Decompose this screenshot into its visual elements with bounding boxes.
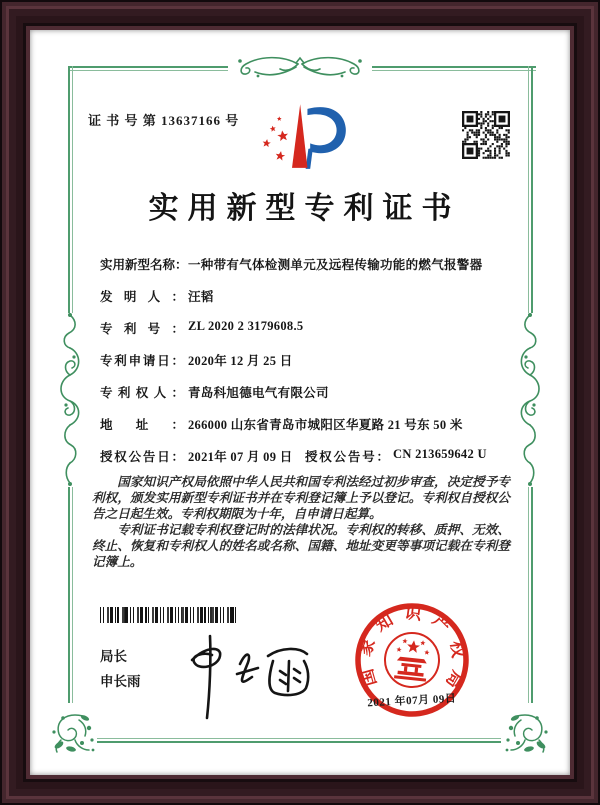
- field-label: 专利权人：: [100, 386, 184, 400]
- field-row-grant: [100, 447, 540, 467]
- certificate-paper: [30, 30, 570, 775]
- border-top-right-segment: [372, 66, 536, 71]
- border-right-lower-segment: [528, 487, 533, 703]
- seal-date: 2021 年07月 09日: [367, 692, 457, 710]
- field-label: 实用新型名称：: [100, 258, 188, 272]
- field-value: 266000 山东省青岛市城阳区华夏路 21 号东 50 米: [188, 418, 463, 432]
- certificate-title: 实用新型专利证书: [148, 192, 461, 225]
- bottom-right-floral-ornament: [505, 710, 551, 754]
- field-label: 地址：: [100, 418, 184, 432]
- field-label: 发明人：: [100, 290, 184, 304]
- director-name: 申长雨: [100, 674, 141, 689]
- grant-number-value: CN 213659642 U: [393, 447, 487, 461]
- field-row-address: [100, 415, 540, 435]
- field-row-filing-date: [100, 351, 540, 371]
- border-bottom-segment: [97, 738, 501, 743]
- field-row-patentee: [100, 383, 540, 403]
- field-row-inventor: [100, 287, 540, 307]
- top-center-flourish-ornament: [228, 52, 372, 82]
- qr-code-icon: [462, 110, 510, 165]
- grant-date-label: 授权公告日：: [100, 450, 184, 464]
- seal-ring-text: 国家知识产权局: [354, 602, 470, 701]
- left-border-swirl-ornament: [55, 313, 85, 487]
- field-row-invention-name: [100, 255, 540, 275]
- field-value: 一种带有气体检测单元及远程传输功能的燃气报警器: [188, 258, 483, 272]
- director-signature-icon: [180, 628, 320, 731]
- border-left-lower-segment: [68, 487, 73, 703]
- legal-paragraph-2: 专利证书记载专利权登记时的法律状况。专利权的转移、质押、无效、终止、恢复和专利权人的姓名或名称、国籍、地址变更等事项记载在专利登记簿上。: [92, 523, 510, 569]
- legal-body-text: [92, 474, 510, 570]
- official-seal: [352, 600, 472, 725]
- field-label: 专利号：: [100, 322, 184, 336]
- field-label: 专利申请日：: [100, 354, 184, 368]
- field-value: 汪韬: [188, 290, 214, 304]
- border-top-left-segment: [68, 66, 228, 71]
- director-title: 局长: [100, 649, 127, 664]
- national-emblem-icon: [382, 630, 441, 689]
- field-value: 2020年 12 月 25 日: [188, 354, 293, 368]
- bottom-left-floral-ornament: [49, 710, 95, 754]
- field-row-patent-number: [100, 319, 540, 339]
- grant-number-label: 授权公告号：: [305, 450, 389, 464]
- legal-paragraph-1: 国家知识产权局依照中华人民共和国专利法经过初步审查，决定授予专利权，颁发实用新型专利证书并在专利登记簿上予以登记。专利权自授权公告之日起生效。专利权期限为十年，自申请日起算。: [92, 475, 510, 521]
- field-value: ZL 2020 2 3179608.5: [188, 319, 304, 333]
- field-value: 青岛科旭德电气有限公司: [188, 386, 329, 400]
- certificate-number: 证 书 号 第 13637166 号: [88, 113, 240, 128]
- grant-number-pair: [305, 447, 487, 465]
- barcode: [100, 607, 238, 623]
- grant-date-value: 2021年 07 月 09 日: [188, 450, 293, 464]
- cnipa-logo-icon: [252, 94, 352, 185]
